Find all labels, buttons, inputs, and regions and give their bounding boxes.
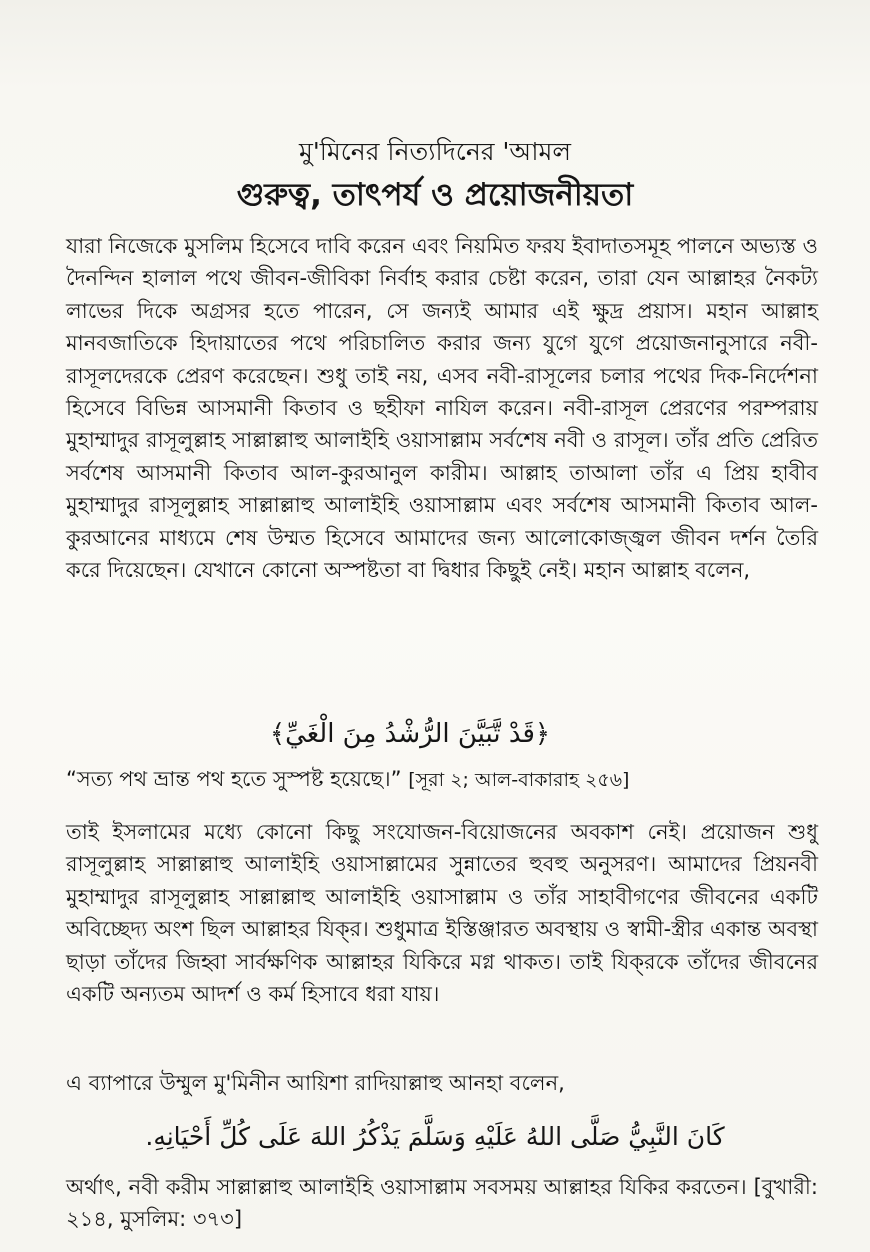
page-title: মু'মিনের নিত্যদিনের 'আমল <box>298 137 572 166</box>
verse-translation-line <box>66 762 826 797</box>
dhikr-paragraph: তাই ইসলামের মধ্যে কোনো কিছু সংযোজন-বিয়োজনের অবকাশ নেই। প্রয়োজন শুধু রাসূলুল্লাহ সাল্লাল্লাহু আলাইহি ওয়াসাল্লামের সুন্নাতের হুবহু অনুসরণ। আমাদের প্রিয়নবী মুহাম্মাদুর রাসূলুল্লাহ সাল্লাল্লাহু আলাইহি ওয়াসাল্লাম ও তাঁর সাহাবীগণের জীবনের একটি অবিচ্ছেদ্য অংশ ছিল আল্লাহর যিক্‌র। শুধুমাত্র ইস্তিঞ্জারত অবস্থায় ও স্বামী-স্ত্রীর একান্ত অবস্থা ছাড়া তাঁদের জিহ্বা সার্বক্ষণিক আল্লাহর যিকিরে মগ্ন থাকত। তাই যিক্‌রকে তাঁদের জীবনের একটি অন্যতম আদর্শ ও কর্ম হিসাবে ধরা যায়। <box>66 820 818 1007</box>
verse-reference: [সূরা ২; আল-বাকারাহ ২৫৬] <box>408 769 630 791</box>
hadith-arabic: كَانَ النَّبِيُّ صَلَّى اللهُ عَلَيْهِ وَسَلَّمَ يَذْكُرُ اللهَ عَلَى كُلِّ أَحْيَانِهِ. <box>145 1122 725 1151</box>
hadith-meaning-paragraph: অর্থাৎ, নবী করীম সাল্লাল্লাহু আলাইহি ওয়াসাল্লাম সবসময় আল্লাহর যিকির করতেন। [বুখারী: ২১৪, মুসলিম: ৩৭৩] <box>66 1175 818 1232</box>
page-subtitle: গুরুত্ব, তাৎপর্য ও প্রয়োজনীয়তা <box>236 177 634 213</box>
intro-paragraph: যারা নিজেকে মুসলিম হিসেবে দাবি করেন এবং নিয়মিত ফরয ইবাদাতসমূহ পালনে অভ্যস্ত ও দৈনন্দিন হালাল পথে জীবন-জীবিকা নির্বাহ করার চেষ্টা করেন, তারা যেন আল্লাহর নৈকট্য লাভের দিকে অগ্রসর হতে পারেন, সে জন্যই আমার এই ক্ষুদ্র প্রয়াস। মহান আল্লাহ মানবজাতিকে হিদায়াতের পথে পরিচালিত করার জন্য যুগে যুগে প্রয়োজনানুসারে নবী-রাসূলদেরকে প্রেরণ করেছেন। শুধু তাই নয়, এসব নবী-রাসূলের চলার পথের দিক-নির্দেশনা হিসেবে বিভিন্ন আসমানী কিতাব ও ছহীফা নাযিল করেন। নবী-রাসূল প্রেরণের পরম্পরায় মুহাম্মাদুর রাসূলুল্লাহ সাল্লাল্লাহু আলাইহি ওয়াসাল্লাম সর্বশেষ নবী ও রাসূল। তাঁর প্রতি প্রেরিত সর্বশেষ আসমানী কিতাব আল-কুরআনুল কারীম। আল্লাহ তাআলা তাঁর এ প্রিয় হাবীব মুহাম্মাদুর রাসূলুল্লাহ সাল্লাল্লাহু আলাইহি ওয়াসাল্লাম এবং সর্বশেষ আসমানী কিতাব আল-কুরআনের মাধ্যমে শেষ উম্মত হিসেবে আমাদের জন্য আলোকোজ্জ্বল জীবন দর্শন তৈরি করে দিয়েছেন। যেখানে কোনো অস্পষ্টতা বা দ্বিধার কিছুই নেই। মহান আল্লাহ বলেন, <box>66 234 818 583</box>
quran-verse-arabic: ﴿قَدْ تَّبَيَّنَ الرُّشْدُ مِنَ الْغَيِّ﴾ <box>269 719 551 749</box>
title-block <box>60 132 810 218</box>
verse-translation: “সত্য পথ ভ্রান্ত পথ হতে সুস্পষ্ট হয়েছে।” <box>66 767 402 791</box>
aisha-intro-paragraph: এ ব্যাপারে উম্মুল মু'মিনীন আয়িশা রাদিয়াল্লাহু আনহা বলেন, <box>66 1071 565 1095</box>
